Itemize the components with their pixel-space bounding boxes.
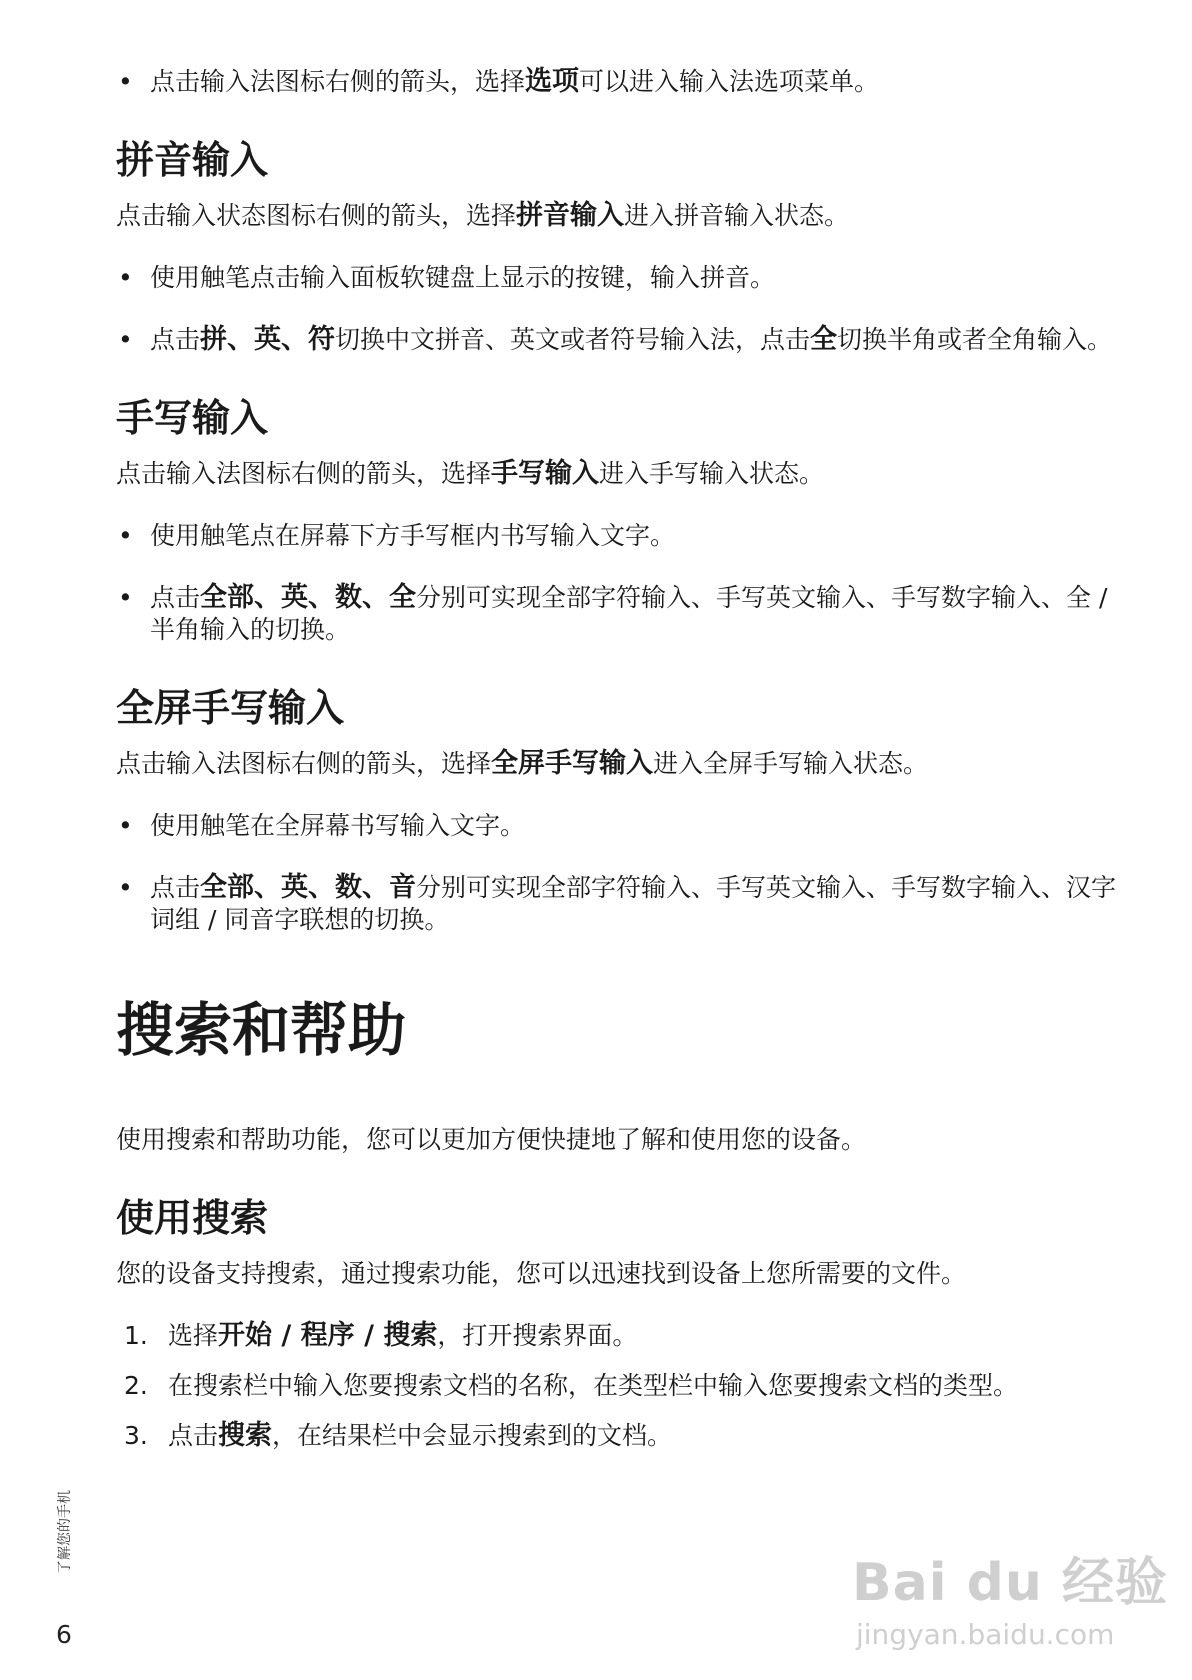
- text: 点击输入法图标右侧的箭头，选择: [116, 459, 492, 488]
- bold-term: 全部、英、数、音: [200, 872, 417, 903]
- page-number: 6: [56, 1620, 72, 1649]
- bold-term: 拼、英、符: [200, 324, 336, 355]
- bullet-pinyin-1: [116, 262, 1136, 294]
- bold-term: 全屏手写输入: [491, 748, 654, 779]
- watermark-logo: Bai du 经验: [852, 1553, 1168, 1613]
- step-number: 1.: [124, 1321, 148, 1350]
- text: 点击输入法图标右侧的箭头，选择: [150, 67, 526, 96]
- text: 分别可实现全部字符输入、手写英文输入、手写数字输入、全 / 半角输入的切换。: [150, 583, 1108, 644]
- bullet-fullscreen-2: [116, 872, 1136, 936]
- bullet-dot: •: [118, 521, 133, 550]
- heading-use-search: 使用搜索: [116, 1196, 269, 1240]
- bullet-handwriting-1: [116, 520, 1136, 552]
- bullet-dot: •: [118, 325, 133, 354]
- bold-term: 搜索: [218, 1420, 273, 1451]
- bullet-dot: •: [118, 67, 133, 96]
- text: 切换半角或者全角输入。: [837, 325, 1113, 354]
- page-content: [116, 66, 1136, 1470]
- bullet-dot: •: [118, 263, 133, 292]
- paragraph-handwriting: [116, 458, 1136, 490]
- text: 点击输入法图标右侧的箭头，选择: [116, 749, 492, 778]
- step-2: [124, 1370, 1136, 1402]
- bullet-fullscreen-1: [116, 810, 1136, 842]
- bold-term: 手写输入: [491, 458, 600, 489]
- bullet-dot: •: [118, 583, 133, 612]
- text: 在搜索栏中输入您要搜索文档的名称，在类型栏中输入您要搜索文档的类型。: [168, 1371, 1019, 1400]
- heading-fullscreen-handwriting: 全屏手写输入: [116, 686, 345, 730]
- bullet-handwriting-2: [116, 582, 1136, 646]
- text: 可以进入输入法选项菜单。: [579, 67, 880, 96]
- text: 分别可实现全部字符输入、手写英文输入、手写数字输入、汉字词组 / 同音字联想的切换。: [150, 873, 1117, 934]
- step-number: 2.: [124, 1371, 148, 1400]
- text: 进入全屏手写输入状态。: [653, 749, 929, 778]
- text: 选择: [168, 1321, 219, 1350]
- bold-term: 拼音输入: [516, 200, 625, 231]
- heading-handwriting: 手写输入: [116, 396, 269, 440]
- text: 进入拼音输入状态。: [624, 201, 850, 230]
- bold-term: 选项: [525, 66, 580, 97]
- bullet-pinyin-2: [116, 324, 1136, 356]
- chapter-title: 搜索和帮助: [116, 996, 407, 1064]
- text: ，在结果栏中会显示搜索到的文档。: [272, 1421, 673, 1450]
- text: 点击输入状态图标右侧的箭头，选择: [116, 201, 517, 230]
- text: 点击: [150, 873, 201, 902]
- step-number: 3.: [124, 1421, 148, 1450]
- text: ，打开搜索界面。: [437, 1321, 638, 1350]
- step-3: [124, 1420, 1136, 1452]
- text: 点击: [150, 325, 201, 354]
- text: 点击: [150, 583, 201, 612]
- text: 切换中文拼音、英文或者符号输入法，点击: [335, 325, 811, 354]
- side-running-header: 了解您的手机: [57, 1490, 73, 1574]
- text: 点击: [168, 1421, 219, 1450]
- bold-term: 全: [810, 324, 838, 355]
- bold-term: 全部、英、数、全: [200, 582, 417, 613]
- baidu-watermark: [852, 1540, 1168, 1651]
- bullet-options: [116, 66, 1136, 98]
- bold-term: 开始 / 程序 / 搜索: [218, 1320, 438, 1351]
- bullet-dot: •: [118, 811, 133, 840]
- text: 进入手写输入状态。: [599, 459, 825, 488]
- bullet-dot: •: [118, 873, 133, 902]
- text: 使用触笔点击输入面板软键盘上显示的按键，输入拼音。: [150, 263, 776, 292]
- watermark-url: jingyan.baidu.com: [856, 1618, 1115, 1651]
- paragraph-search: 您的设备支持搜索，通过搜索功能，您可以迅速找到设备上您所需要的文件。: [116, 1259, 967, 1288]
- step-1: [124, 1320, 1136, 1352]
- text: 使用触笔点在屏幕下方手写框内书写输入文字。: [150, 521, 676, 550]
- paragraph-pinyin: [116, 200, 1136, 232]
- text: 使用触笔在全屏幕书写输入文字。: [150, 811, 526, 840]
- paragraph-fullscreen: [116, 748, 1136, 780]
- chapter-intro: 使用搜索和帮助功能，您可以更加方便快捷地了解和使用您的设备。: [116, 1125, 867, 1154]
- heading-pinyin: 拼音输入: [116, 138, 269, 182]
